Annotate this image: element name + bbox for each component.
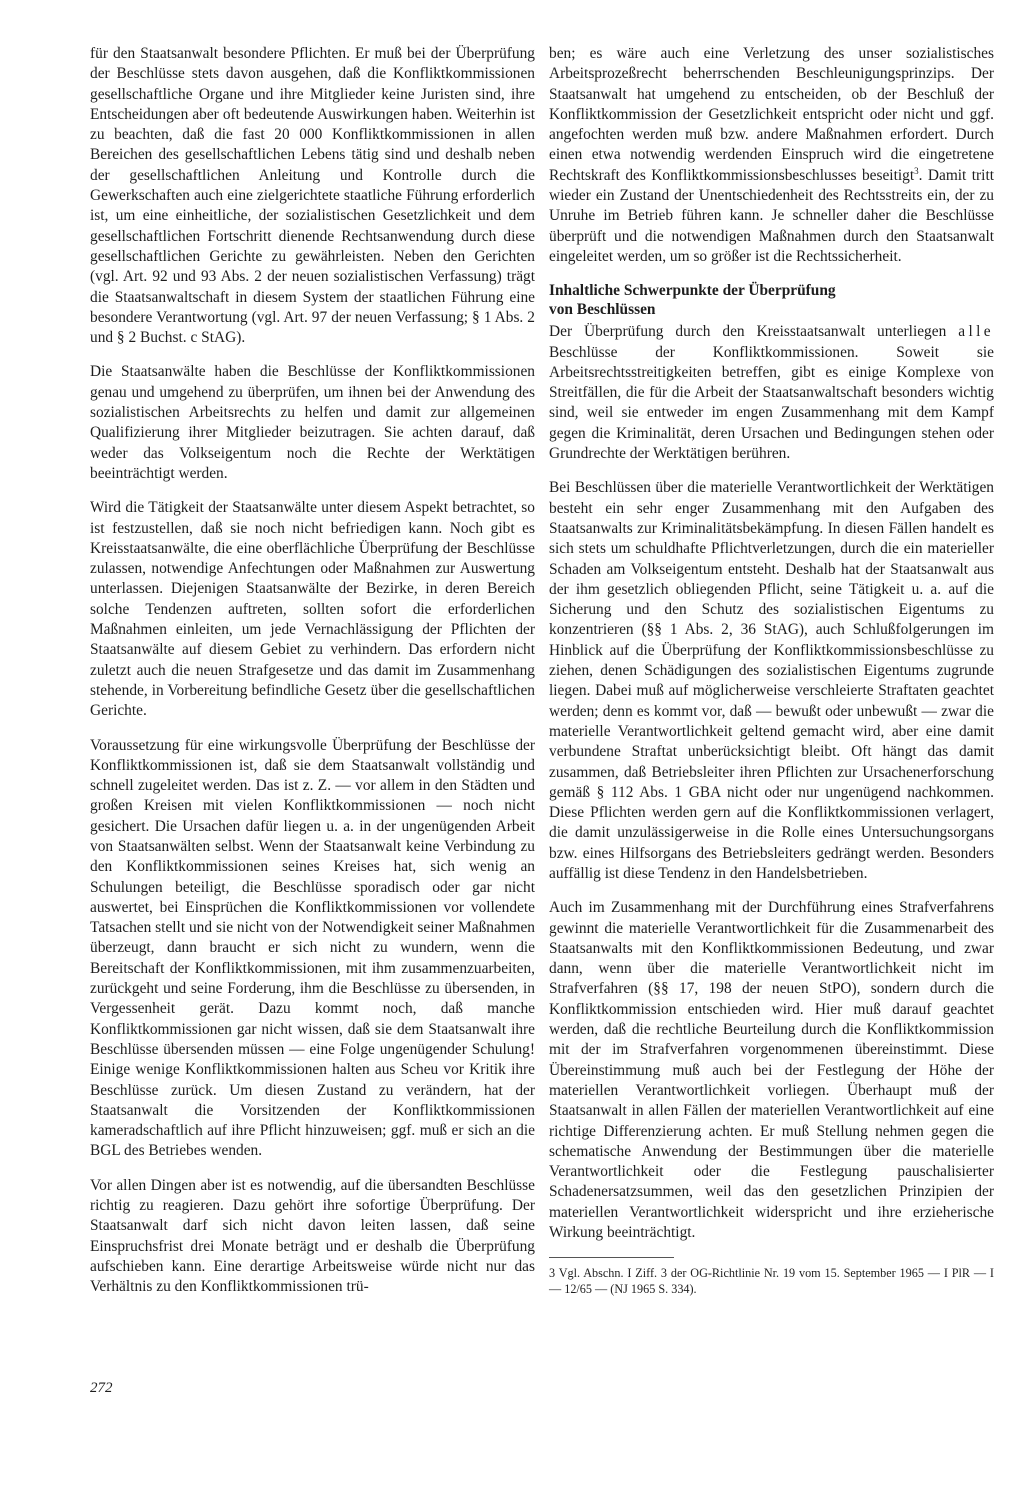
paragraph: Auch im Zusammenhang mit der Durchführung eines Strafverfahrens gewinnt die materielle Verantwortlichkeit für die Zusammenarbeit des Staatsanwalts mit den Konfliktkommissionen Bedeutung, und zwar dann, wenn über die materielle Verantwortlichkeit nicht im Strafverfahren (§§ 17, 198 der neuen StPO), sondern durch die Konfliktkommission entschieden wird. Hier muß darauf geachtet werden, daß die rechtliche Beurteilung durch die Konfliktkommission mit der im Strafverfahren vorgenommenen übereinstimmt. Diese Übereinstimmung muß auch bei der Festlegung der Höhe der materiellen Verantwortlichkeit vorliegen. Überhaupt muß der Staatsanwalt in allen Fällen der materiellen Verantwortlichkeit auf eine richtige Differenzierung achten. Er muß Stellung nehmen gegen die schematische Anwendung der Bestimmungen über die materielle Verantwortlichkeit oder die Festlegung pauschalisierter Schadenersatzsummen, weil das den gesetzlichen Prinzipien der materiellen Verantwortlichkeit widerspricht und ihre erzieherische Wirkung beeinträchtigt. [549, 899, 994, 1242]
footnote-divider [549, 1257, 674, 1258]
paragraph [549, 322, 994, 464]
paragraph [549, 44, 994, 267]
paragraph-text: . Damit tritt wieder ein Zustand der Unentschiedenheit des Rechtsstreits ein, der zu Unruhe im Betrieb führen kann. Je schneller daher die Beschlüsse überprüft und die notwendigen Maßnahmen durch den Staatsanwalt eingeleitet werden, um so größer ist die Rechtssicherheit. [549, 166, 994, 265]
paragraph: Die Staatsanwälte haben die Beschlüsse der Konfliktkommissionen genau und umgehend zu überprüfen, um ihnen bei der Anwendung des sozialistischen Arbeitsrechts zu helfen und damit zur allgemeinen Qualifizierung ihrer Mitglieder beizutragen. Sie achten darauf, daß weder das Volkseigentum noch die Rechte der Werktätigen beeinträchtigt werden. [90, 363, 535, 482]
page-number: 272 [90, 1380, 113, 1396]
paragraph: Bei Beschlüssen über die materielle Verantwortlichkeit der Werktätigen besteht ein sehr enger Zusammenhang mit den Aufgaben des Staatsanwalts zur Kriminalitätsbekämpfung. In diesen Fällen handelt es sich stets um schuldhafte Pflichtverletzungen, durch die ein materieller Schaden am Volkseigentum entsteht. Deshalb hat der Staatsanwalt aus der ihm gesetzlich obliegenden Pflicht, seine Tätigkeit u. a. auf die Sicherung und den Schutz des sozialistischen Eigentums zu konzentrieren (§§ 1 Abs. 2, 36 StAG), auch Schlußfolgerungen im Hinblick auf die Überprüfung der Konfliktkommissionsbeschlüsse zu ziehen, denen Schädigungen des sozialistischen Eigentums zugrunde liegen. Dabei muß auf möglicherweise verschleierte Straftaten geachtet werden; denn es kommt vor, daß — bewußt oder unbewußt — zwar die materielle Verantwortlichkeit geltend gemacht wird, aber eine damit verbundene Straftat unberücksichtigt bleibt. Oft hängt das damit zusammen, daß Betriebsleiter ihren Pflichten zur Ursachenerforschung gemäß § 112 Abs. 1 GBA nicht oder nur ungenügend nachkommen. Diese Pflichten werden gern auf die Konfliktkommissionen verlagert, die damit unzulässigerweise in die Rolle eines Untersuchungsorgans bzw. eines Hilfsorgans des Betriebsleiters gedrängt werden. Besonders auffällig ist diese Tendenz in den Handelsbetrieben. [549, 479, 994, 882]
paragraph: Wird die Tätigkeit der Staatsanwälte unter diesem Aspekt betrachtet, so ist festzustellen, daß sie noch nicht befriedigen kann. Noch gibt es Kreisstaatsanwälte, die eine oberflächliche Überprüfung der Beschlüsse zulassen, notwendige Anfechtungen oder Maßnahmen zur Auswertung unterlassen. Diejenigen Staatsanwälte der Bezirke, in deren Bereich solche Tendenzen auftreten, sollten sofort die erforderlichen Maßnahmen einleiten, um jede Vernachlässigung der Pflichten der Staatsanwälte auf diesem Gebiet zu verhindern. Das erfordern nicht zuletzt auch die neuen Strafgesetze und das damit im Zusammenhang stehende, in Vorbereitung befindliche Gesetz über die gesellschaftlichen Gerichte. [90, 499, 535, 720]
paragraph: für den Staatsanwalt besondere Pflichten. Er muß bei der Überprüfung der Beschlüsse stets davon ausgehen, daß die Konfliktkommissionen gesellschaftliche Organe und ihre Mitglieder keine Juristen sind, ihre Entscheidungen aber oft bedeutende Auswirkungen haben. Weiterhin ist zu beachten, daß die fast 20 000 Konfliktkommissionen in allen Bereichen des gesellschaftlichen Lebens tätig sind und deshalb neben der gesellschaftlichen Anleitung und Kontrolle durch die Gewerkschaften auch eine zielgerichtete staatliche Führung erforderlich ist, um eine einheitliche, der sozialistischen Gesetzlichkeit und dem gesellschaftlichen Fortschritt dienende Rechtsanwendung durch diese gesellschaftlichen Gerichte zu gewährleisten. Neben den Gerichten (vgl. Art. 92 und 93 Abs. 2 der neuen sozialistischen Verfassung) trägt die Staatsanwaltschaft in diesem System der staatlichen Führung eine besondere Verantwortung (vgl. Art. 97 der neuen Verfassung; § 1 Abs. 2 und § 2 Buchst. c StAG). [90, 45, 535, 347]
section-heading-line: Inhaltliche Schwerpunkte der Überprüfung [549, 282, 836, 300]
paragraph: Vor allen Dingen aber ist es notwendig, auf die übersandten Beschlüsse richtig zu reagieren. Dazu gehört ihre sofortige Überprüfung. Der Staatsanwalt darf sich nicht davon leiten lassen, daß seine Einspruchsfrist drei Monate beträgt und er deshalb die Überprüfung aufschieben kann. Eine derartige Arbeitsweise würde nicht nur das Verhältnis zu den Konfliktkommissionen trü- [90, 1176, 535, 1296]
section-heading [549, 281, 994, 319]
section-heading-line: von Beschlüssen [549, 301, 656, 319]
paragraph-text: Beschlüsse der Konfliktkommissionen. Soweit sie Arbeitsrechtsstreitigkeiten betreffen, gibt es einige Komplexe von Streitfällen, die für die Arbeit der Staatsanwaltschaft besonders wichtig sind, weil sie entweder im engen Zusammenhang mit dem Kampf gegen die Kriminalität, deren Ursachen und Bedingungen stehen oder Grundrechte der Werktätigen berühren. [549, 343, 994, 463]
spaced-emphasis: alle [958, 323, 994, 341]
right-column [549, 44, 994, 1297]
left-column [90, 44, 535, 1312]
paragraph-text: Der Überprüfung durch den Kreisstaatsanwalt unterliegen [549, 323, 959, 341]
footnote: 3 Vgl. Abschn. I Ziff. 3 der OG-Richtlinie Nr. 19 vom 15. September 1965 — I PlR — I — 12/65 — (NJ 1965 S. 334). [549, 1266, 994, 1296]
footnote-reference: 3 [914, 165, 919, 176]
paragraph-text: ben; es wäre auch eine Verletzung des unser sozialistisches Arbeitsprozeßrecht beherrschenden Beschleunigungsprinzips. Der Staatsanwalt hat umgehend zu entscheiden, ob der Beschluß der Konfliktkommission der Gesetzlichkeit entspricht oder nicht und ggf. angefochten werden muß bzw. andere Maßnahmen erfordert. Durch einen etwa notwendig werdenden Einspruch wird die eingetretene Rechtskraft des Konfliktkommissionsbeschlusses beseitigt [549, 45, 994, 184]
paragraph: Voraussetzung für eine wirkungsvolle Überprüfung der Beschlüsse der Konfliktkommissionen ist, daß sie dem Staatsanwalt vollständig und schnell zugeleitet werden. Das ist z. Z. — vor allem in den Städten und großen Kreisen mit vielen Konfliktkommissionen — noch nicht gesichert. Die Ursachen dafür liegen u. a. in der ungenügenden Arbeit von Staatsanwälten selbst. Wenn der Staatsanwalt keine Verbindung zu den Konfliktkommissionen seines Kreises hat, sich wenig an Schulungen beteiligt, die Beschlüsse sporadisch oder gar nicht auswertet, bei Einsprüchen die Konfliktkommissionen vor vollendete Tatsachen stellt und sie nicht von der Notwendigkeit seiner Maßnahmen überzeugt, dann braucht er sich nicht zu wundern, wenn die Bereitschaft der Konfliktkommissionen, mit ihm zusammenzuarbeiten, zurückgeht und seine Forderung, ihm die Beschlüsse zu übersenden, in Vergessenheit gerät. Dazu kommt noch, daß manche Konfliktkommissionen gar nicht wissen, daß sie dem Staatsanwalt ihre Beschlüsse übersenden müssen — eine Folge ungenügender Schulung! Einige wenige Konfliktkommissionen halten aus Scheu vor Kritik ihre Beschlüsse zurück. Um diesen Zustand zu verändern, hat der Staatsanwalt die Vorsitzenden der Konfliktkommissionen kameradschaftlich auf ihre Pflicht hinzuweisen; ggf. muß er sich an die BGL des Betriebes wenden. [90, 736, 535, 1160]
